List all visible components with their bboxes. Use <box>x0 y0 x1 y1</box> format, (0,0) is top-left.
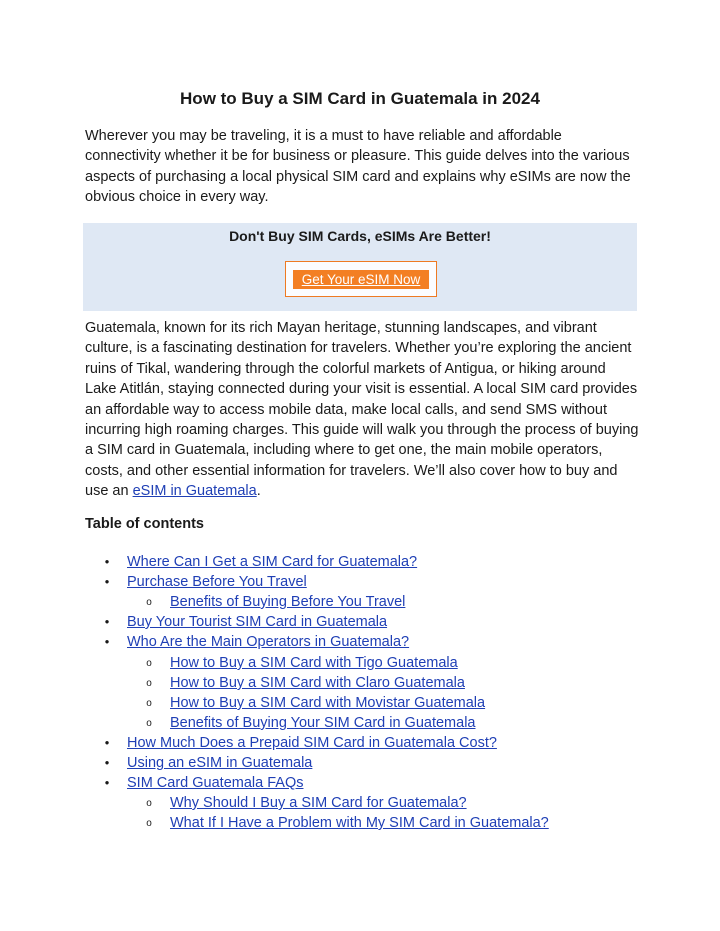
toc-row <box>0 653 720 673</box>
toc-link[interactable]: SIM Card Guatemala FAQs <box>127 775 304 791</box>
toc-sublink[interactable]: What If I Have a Problem with My SIM Card in Guatemala? <box>170 815 549 831</box>
intro-paragraph: Wherever you may be traveling, it is a must to have reliable and affordable connectivity whether it be for business or pleasure. This guide delves into the various aspects of purchasing a local physical SIM card and explains why eSIMs are now the obvious choice in every way. <box>85 128 631 206</box>
toc-sublink[interactable]: Benefits of Buying Before You Travel <box>170 594 406 610</box>
toc-row <box>0 693 720 713</box>
toc-row <box>0 753 720 773</box>
sub-bullet-icon: o <box>146 658 152 669</box>
get-esim-button-label[interactable]: Get Your eSIM Now <box>293 270 429 289</box>
toc-row <box>0 773 720 793</box>
sub-bullet-icon: o <box>146 698 152 709</box>
toc-row <box>0 632 720 652</box>
sub-bullet-icon: o <box>146 798 152 809</box>
bullet-icon: ● <box>104 557 110 566</box>
toc-row <box>0 813 720 833</box>
get-esim-button[interactable] <box>285 261 437 297</box>
toc-link[interactable]: Where Can I Get a SIM Card for Guatemala? <box>127 554 418 570</box>
toc-link[interactable]: How Much Does a Prepaid SIM Card in Guatemala Cost? <box>127 735 497 751</box>
toc-row <box>0 612 720 632</box>
bullet-icon: ● <box>104 778 110 787</box>
toc-row <box>0 552 720 572</box>
toc-row <box>0 733 720 753</box>
toc-row <box>0 713 720 733</box>
toc-sublink[interactable]: How to Buy a SIM Card with Claro Guatemala <box>170 675 465 691</box>
toc-row <box>0 793 720 813</box>
toc-sublink[interactable]: Why Should I Buy a SIM Card for Guatemala? <box>170 795 467 811</box>
cta-banner <box>83 223 637 311</box>
bullet-icon: ● <box>104 738 110 747</box>
toc-link[interactable]: Purchase Before You Travel <box>127 574 307 590</box>
toc-link[interactable]: Using an eSIM in Guatemala <box>127 755 313 771</box>
toc-sublink[interactable]: Benefits of Buying Your SIM Card in Guatemala <box>170 715 476 731</box>
toc-link[interactable]: Buy Your Tourist SIM Card in Guatemala <box>127 614 388 630</box>
bullet-icon: ● <box>104 617 110 626</box>
sub-bullet-icon: o <box>146 597 152 608</box>
toc-sublink[interactable]: How to Buy a SIM Card with Tigo Guatemala <box>170 655 458 671</box>
bullet-icon: ● <box>104 758 110 767</box>
cta-heading: Don't Buy SIM Cards, eSIMs Are Better! <box>229 228 491 244</box>
toc-row <box>0 592 720 612</box>
body-paragraph <box>85 318 641 502</box>
sub-bullet-icon: o <box>146 678 152 689</box>
bullet-icon: ● <box>104 637 110 646</box>
toc-heading: Table of contents <box>85 516 204 532</box>
bullet-icon: ● <box>104 577 110 586</box>
sub-bullet-icon: o <box>146 718 152 729</box>
toc-link[interactable]: Who Are the Main Operators in Guatemala? <box>127 634 410 650</box>
page-title: How to Buy a SIM Card in Guatemala in 2024 <box>180 89 540 108</box>
toc-sublink[interactable]: How to Buy a SIM Card with Movistar Guatemala <box>170 695 486 711</box>
esim-guatemala-link[interactable]: eSIM in Guatemala <box>132 483 257 500</box>
body-text: Guatemala, known for its rich Mayan heritage, stunning landscapes, and vibrant culture, is a fascinating destination for travelers. Whether you’re exploring the ancient ruins of Tikal, wandering through the colorful markets of Antigua, or hiking around Lake Atitlán, staying connected during your visit is essential. A local SIM card provides an affordable way to access mobile data, make local calls, and send SMS without incurring high roaming charges. This guide will walk you through the process of buying a SIM card in Guatemala, including where to get one, the main mobile operators, costs, and other essential information for travelers. We’ll also cover how to buy and use an <box>85 320 639 500</box>
toc-row <box>0 673 720 693</box>
sub-bullet-icon: o <box>146 818 152 829</box>
toc-row <box>0 572 720 592</box>
body-end: . <box>256 483 261 500</box>
